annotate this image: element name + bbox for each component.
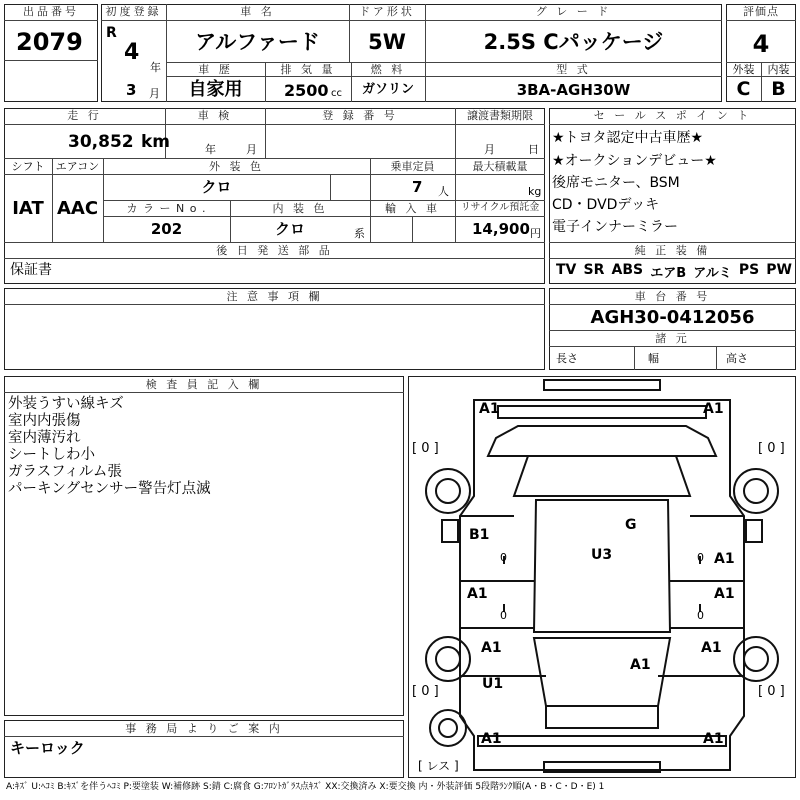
damage-rear-hatch: A1 bbox=[630, 657, 651, 673]
equipment-item: PS bbox=[738, 262, 760, 278]
tire-rear-left bbox=[426, 637, 470, 681]
seats-unit: 人 bbox=[438, 185, 449, 198]
inspector-note: シートしわ小 bbox=[8, 447, 95, 463]
damage-rear-door-left: A1 bbox=[467, 586, 488, 602]
transfer-doc-label: 譲渡書類期限 bbox=[467, 109, 533, 122]
front-grille bbox=[498, 406, 706, 418]
car-name: アルファード bbox=[195, 30, 320, 54]
mileage-unit: km bbox=[141, 132, 171, 152]
inspection-month-unit: 月 bbox=[246, 143, 257, 156]
front-bumper-shape bbox=[544, 380, 660, 390]
inspection-label: 車 検 bbox=[197, 109, 233, 122]
int-color: クロ bbox=[274, 220, 305, 238]
int-grade-label: 内装 bbox=[767, 63, 790, 76]
max-load-unit: kg bbox=[528, 185, 542, 198]
windshield-shape bbox=[514, 456, 690, 496]
right-mirror bbox=[746, 520, 762, 542]
model-code: 3BA-AGH30W bbox=[516, 81, 631, 99]
damage-front-left: A1 bbox=[479, 401, 500, 417]
width-label: 幅 bbox=[648, 352, 659, 365]
fuel: ガソリン bbox=[361, 82, 414, 97]
damage-rear-door-left-val: 0 bbox=[500, 609, 507, 622]
equipment-item: SR bbox=[583, 262, 605, 278]
score-label: 評価点 bbox=[743, 5, 779, 18]
spare-tire-state: [ レス ] bbox=[418, 759, 459, 773]
inspector-note: ガラスフィルム張 bbox=[8, 464, 122, 480]
equipment-item: ABS bbox=[611, 262, 644, 278]
ac-label: エアコン bbox=[55, 160, 100, 173]
damage-quarter-left: A1 bbox=[481, 640, 502, 656]
damage-glass: G bbox=[625, 517, 637, 533]
reg-year: 4 bbox=[124, 40, 140, 65]
displacement-unit: cc bbox=[331, 88, 342, 99]
car-diagram bbox=[408, 376, 796, 778]
damage-rear-door-right: A1 bbox=[714, 586, 735, 602]
chassis-number: AGH30-0412056 bbox=[590, 307, 755, 328]
sales-point-item: ★オークションデビュー★ bbox=[552, 153, 717, 169]
tire-rear-right-state: [ 0 ] bbox=[758, 684, 785, 699]
later-parts-label: 後 日 発 送 部 品 bbox=[216, 244, 333, 257]
equipment-list bbox=[556, 262, 792, 281]
tire-front-left-state: [ 0 ] bbox=[412, 441, 439, 456]
first-reg-label: 初度登録 bbox=[105, 5, 162, 18]
inspector-note: パーキングセンサー警告灯点滅 bbox=[8, 481, 211, 497]
ext-grade-label: 外装 bbox=[732, 63, 755, 76]
damage-front-right: A1 bbox=[703, 401, 724, 417]
damage-sill-left: U1 bbox=[482, 676, 504, 692]
office-label: 事 務 局 よ り ご 案 内 bbox=[125, 722, 283, 735]
color-no: 202 bbox=[150, 220, 183, 238]
inspector-note: 室内薄汚れ bbox=[8, 430, 81, 446]
damage-roof: U3 bbox=[591, 547, 613, 563]
notes-label: 注 意 事 項 欄 bbox=[226, 290, 323, 303]
sales-points-label: セ ー ル ス ポ イ ン ト bbox=[593, 109, 752, 122]
sales-point-item: 電子インナーミラー bbox=[552, 219, 678, 235]
door-type: 5W bbox=[368, 30, 406, 54]
max-load-label: 最大積載量 bbox=[472, 160, 528, 173]
length-label: 長さ bbox=[556, 352, 578, 365]
tire-front-right-state: [ 0 ] bbox=[758, 441, 785, 456]
shift-label: シフト bbox=[11, 160, 45, 173]
tire-front-right bbox=[734, 469, 778, 513]
sales-point-item: 後席モニター、BSM bbox=[552, 175, 680, 191]
damage-rear-door-right-val: 0 bbox=[697, 609, 704, 622]
shift: IAT bbox=[12, 198, 44, 219]
grade-label: グ レ ー ド bbox=[535, 5, 612, 18]
tire-rear-right bbox=[734, 637, 778, 681]
ext-grade: C bbox=[736, 78, 751, 100]
fuel-label: 燃 料 bbox=[370, 63, 406, 76]
transfer-doc-day-unit: 日 bbox=[528, 143, 539, 156]
reg-month: 3 bbox=[126, 81, 137, 99]
damage-quarter-right: A1 bbox=[701, 640, 722, 656]
equipment-item: PW bbox=[766, 262, 792, 278]
equipment-item: エアB bbox=[650, 266, 687, 281]
car-name-label: 車 名 bbox=[240, 5, 275, 18]
ext-color-label: 外 装 色 bbox=[209, 160, 264, 173]
equipment-item: アルミ bbox=[693, 266, 732, 281]
sales-point-item: CD・DVDデッキ bbox=[552, 197, 660, 213]
inspector-note: 外装うすい線キズ bbox=[8, 396, 124, 412]
lot-number: 2079 bbox=[16, 28, 83, 56]
equipment-label: 純 正 装 備 bbox=[634, 244, 711, 257]
damage-front-door-right-val: 0 bbox=[697, 551, 704, 564]
color-no-label: カ ラ ー N o . bbox=[126, 202, 207, 215]
history: 自家用 bbox=[188, 79, 243, 100]
office-note: キーロック bbox=[10, 739, 85, 757]
damage-front-door-left: B1 bbox=[469, 527, 490, 543]
history-label: 車 歴 bbox=[198, 63, 233, 76]
reg-month-unit: 月 bbox=[149, 87, 160, 100]
height-label: 高さ bbox=[726, 352, 748, 365]
spec-label: 諸 元 bbox=[655, 332, 690, 345]
import-label: 輸 入 車 bbox=[385, 202, 440, 215]
displacement: 2500 bbox=[284, 81, 329, 100]
legend: A:ｷｽﾞ U:ﾍｺﾐ B:ｷｽﾞを伴うﾍｺﾐ P:要塗装 W:補修跡 S:錆 C:腐食 G:ﾌﾛﾝﾄｶﾞﾗｽ点ｷｽﾞ XX:交換済み X:要交換 内・外装評価 5段階ﾗﾝｸ順(A・B・C・D・E) 1 bbox=[6, 782, 605, 792]
regno-label: 登 録 番 号 bbox=[322, 109, 398, 122]
damage-front-door-left-val: 0 bbox=[500, 551, 507, 564]
damage-rear-right: A1 bbox=[703, 731, 724, 747]
spare-tire bbox=[430, 710, 466, 746]
equipment-item: TV bbox=[556, 262, 577, 278]
inspector-notes bbox=[8, 396, 211, 498]
roof-shape bbox=[534, 500, 670, 632]
damage-front-door-right: A1 bbox=[714, 551, 735, 567]
ext-color: クロ bbox=[201, 178, 232, 196]
era: R bbox=[106, 25, 117, 41]
chassis-label: 車 台 番 号 bbox=[634, 290, 711, 303]
int-grade: B bbox=[771, 78, 786, 100]
displacement-label: 排 気 量 bbox=[280, 63, 336, 76]
door-label: ドア形状 bbox=[359, 5, 415, 18]
tire-rear-left-state: [ 0 ] bbox=[412, 684, 439, 699]
later-parts: 保証書 bbox=[10, 262, 52, 278]
mileage: 30,852 bbox=[68, 132, 134, 152]
score: 4 bbox=[752, 30, 770, 58]
inspector-label: 検 査 員 記 入 欄 bbox=[145, 378, 263, 391]
front-outline bbox=[474, 400, 730, 416]
int-color-unit: 系 bbox=[354, 227, 365, 240]
seats: 7 bbox=[412, 178, 423, 196]
inspection-year-unit: 年 bbox=[205, 143, 216, 156]
recycle-fee: 14,900 bbox=[472, 220, 530, 238]
int-color-label: 内 装 色 bbox=[272, 202, 328, 215]
recycle-unit: 円 bbox=[530, 227, 541, 240]
mileage-label: 走 行 bbox=[67, 109, 102, 122]
hood-shape bbox=[488, 426, 716, 456]
tire-front-left bbox=[426, 469, 470, 513]
model-label: 型 式 bbox=[556, 63, 591, 76]
damage-rear-left: A1 bbox=[481, 731, 502, 747]
left-mirror bbox=[442, 520, 458, 542]
recycle-label: リサイクル預託金 bbox=[460, 202, 540, 213]
inspector-note: 室内内張傷 bbox=[8, 413, 81, 429]
sales-point-item: ★トヨタ認定中古車歴★ bbox=[552, 130, 704, 146]
lot-label: 出品番号 bbox=[23, 5, 79, 18]
grade: 2.5S Cパッケージ bbox=[483, 30, 664, 54]
reg-year-unit: 年 bbox=[150, 61, 161, 74]
seats-label: 乗車定員 bbox=[390, 160, 435, 173]
aircon: AAC bbox=[56, 198, 99, 219]
transfer-doc-month-unit: 月 bbox=[484, 143, 495, 156]
